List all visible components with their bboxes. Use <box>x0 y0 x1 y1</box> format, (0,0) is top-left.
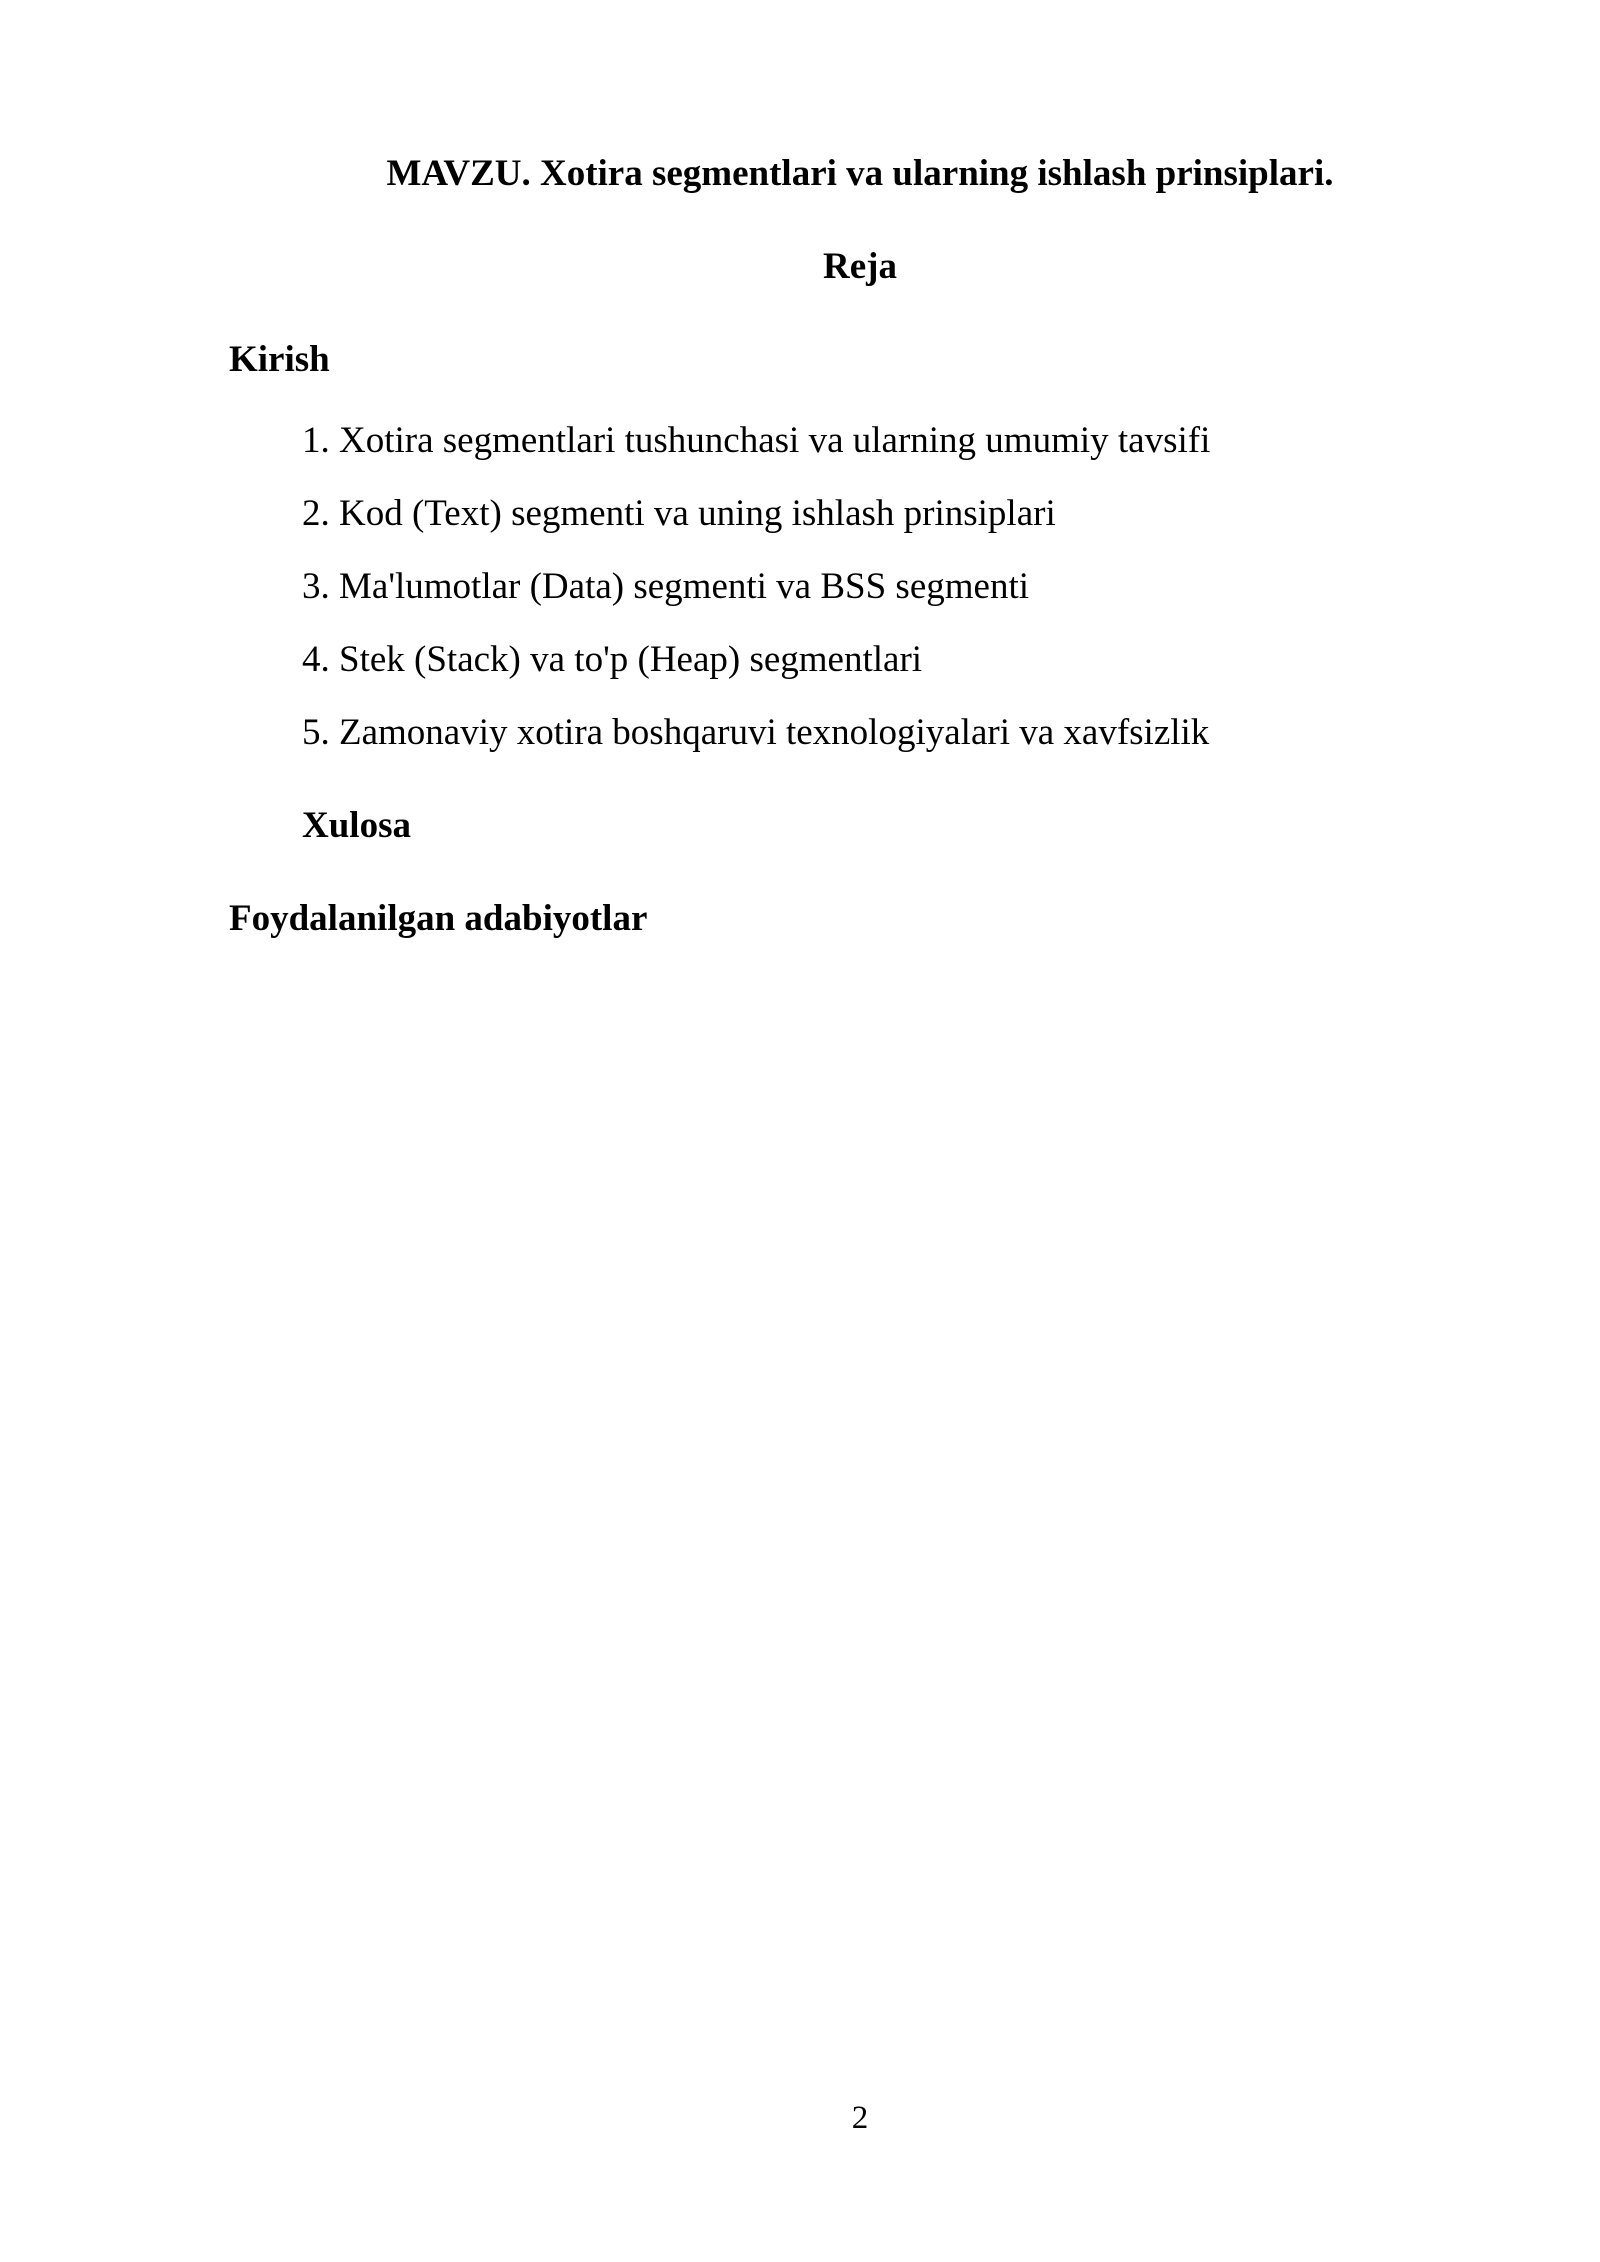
plan-item-4: 4. Stek (Stack) va to'p (Heap) segmentlari <box>302 639 923 680</box>
plan-item-3: 3. Ma'lumotlar (Data) segmenti va BSS segmenti <box>302 566 1030 607</box>
page-title: MAVZU. Xotira segmentlari va ularning ishlash prinsiplari. <box>386 153 1334 194</box>
plan-item-5: 5. Zamonaviy xotira boshqaruvi texnologiyalari va xavfsizlik <box>302 712 1210 753</box>
plan-list <box>302 417 1210 782</box>
plan-item-2: 2. Kod (Text) segmenti va uning ishlash prinsiplari <box>302 493 1056 534</box>
conclusion-heading: Xulosa <box>302 805 411 846</box>
page-number: 2 <box>851 2100 869 2136</box>
references-heading: Foydalanilgan adabiyotlar <box>229 898 648 939</box>
intro-heading: Kirish <box>229 339 330 380</box>
plan-item-1: 1. Xotira segmentlari tushunchasi va ularning umumiy tavsifi <box>302 420 1211 461</box>
plan-heading: Reja <box>823 246 897 287</box>
